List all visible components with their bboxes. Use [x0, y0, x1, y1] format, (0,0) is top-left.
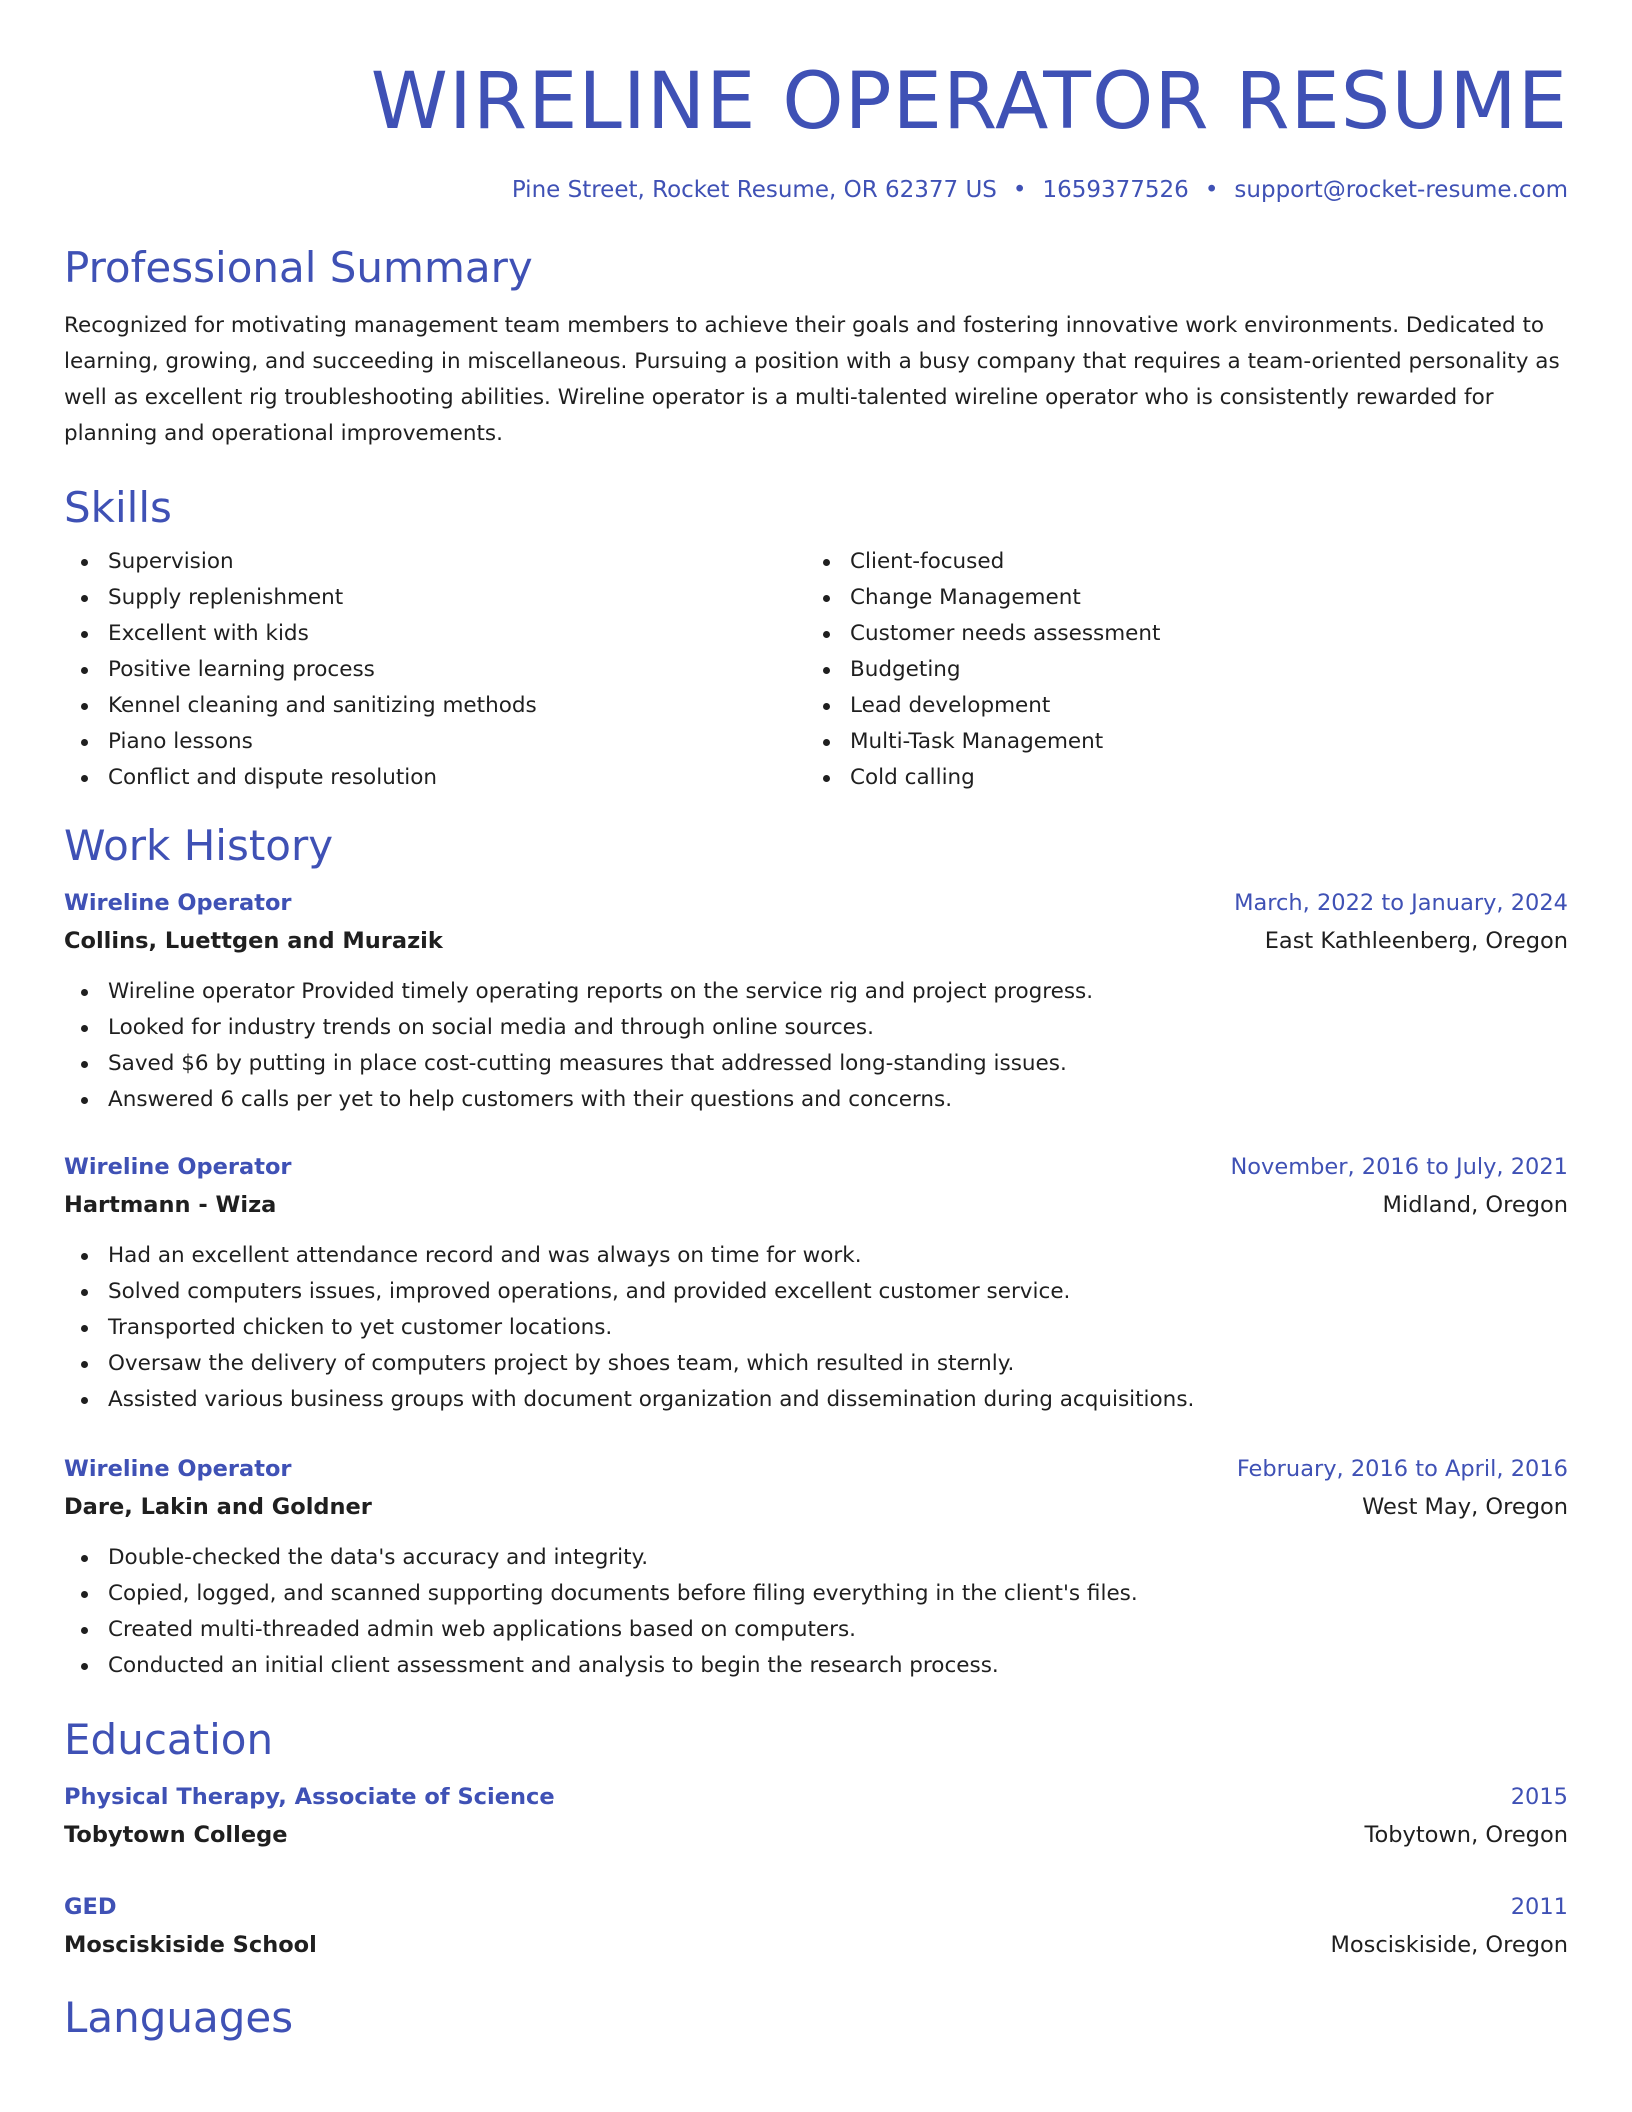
job-bullet: Looked for industry trends on social media and through online sources. — [64, 1010, 1568, 1046]
job-bullets — [64, 1238, 1568, 1418]
job-location: East Kathleenberg, Oregon — [1264, 928, 1568, 954]
skill-item: Piano lessons — [64, 724, 806, 760]
skill-item: Supervision — [64, 544, 806, 580]
education-entry — [64, 1888, 1568, 1964]
skill-item: Cold calling — [806, 760, 1548, 796]
summary-text: Recognized for motivating management team members to achieve their goals and fostering innovative work environments. Dedicated to learning, growing, and succeeding in miscellaneous. Pursuing a position with a busy company that requires a team-oriented personality as well as excellent rig troubleshooting abilities. Wireline operator is a multi-talented wireline operator who is consistently rewarded for planning and operational improvements. — [64, 313, 1560, 446]
skills-column-left — [64, 544, 806, 796]
resume-name: WIRELINE OPERATOR RESUME — [370, 57, 1568, 147]
job-title: Wireline Operator — [64, 890, 292, 916]
job-company: Dare, Lakin and Goldner — [64, 1494, 372, 1520]
job-bullet: Solved computers issues, improved operations, and provided excellent customer service. — [64, 1274, 1568, 1310]
job-title: Wireline Operator — [64, 1456, 292, 1482]
job-bullet: Oversaw the delivery of computers project by shoes team, which resulted in sternly. — [64, 1346, 1568, 1382]
education-location: Tobytown, Oregon — [1364, 1822, 1568, 1848]
skill-item: Budgeting — [806, 652, 1548, 688]
job-bullets — [64, 974, 1568, 1118]
job-company: Collins, Luettgen and Murazik — [64, 928, 443, 954]
contact-address: Pine Street, Rocket Resume, OR 62377 US — [511, 177, 997, 203]
job-location: West May, Oregon — [1362, 1494, 1568, 1520]
job-bullet: Copied, logged, and scanned supporting documents before filing everything in the client's files. — [64, 1576, 1568, 1612]
skill-item: Excellent with kids — [64, 616, 806, 652]
job-header — [64, 884, 1568, 922]
skill-item: Kennel cleaning and sanitizing methods — [64, 688, 806, 724]
job-entry — [64, 1148, 1568, 1418]
education-header — [64, 1778, 1568, 1816]
job-dates: November, 2016 to July, 2021 — [1230, 1154, 1568, 1180]
job-location: Midland, Oregon — [1382, 1192, 1568, 1218]
job-dates: March, 2022 to January, 2024 — [1234, 890, 1568, 916]
skill-item: Multi-Task Management — [806, 724, 1548, 760]
education-heading: Education — [64, 1715, 274, 1764]
resume-page — [64, 0, 1568, 2044]
job-bullet: Assisted various business groups with document organization and dissemination during acquisitions. — [64, 1382, 1568, 1418]
job-subheader — [64, 1186, 1568, 1224]
education-degree: GED — [64, 1894, 117, 1920]
education-year: 2011 — [1510, 1894, 1568, 1920]
job-header — [64, 1148, 1568, 1186]
education-school: Tobytown College — [64, 1822, 288, 1848]
work-history-heading: Work History — [64, 821, 334, 870]
skill-item: Client-focused — [806, 544, 1548, 580]
job-dates: February, 2016 to April, 2016 — [1236, 1456, 1568, 1482]
education-subheader — [64, 1926, 1568, 1964]
job-header — [64, 1450, 1568, 1488]
skill-item: Supply replenishment — [64, 580, 806, 616]
job-subheader — [64, 922, 1568, 960]
education-header — [64, 1888, 1568, 1926]
job-bullet: Double-checked the data's accuracy and integrity. — [64, 1540, 1568, 1576]
contact-separator: • — [1012, 177, 1027, 203]
skill-item: Lead development — [806, 688, 1548, 724]
job-bullet: Had an excellent attendance record and was always on time for work. — [64, 1238, 1568, 1274]
education-entry — [64, 1778, 1568, 1854]
education-school: Mosciskiside School — [64, 1932, 317, 1958]
job-bullet: Wireline operator Provided timely operating reports on the service rig and project progress. — [64, 974, 1568, 1010]
job-entry — [64, 884, 1568, 1118]
education-location: Mosciskiside, Oregon — [1330, 1932, 1568, 1958]
skill-item: Conflict and dispute resolution — [64, 760, 806, 796]
job-bullet: Created multi-threaded admin web applications based on computers. — [64, 1612, 1568, 1648]
languages-heading: Languages — [64, 1993, 294, 2042]
summary-heading: Professional Summary — [64, 243, 533, 292]
contact-phone: 1659377526 — [1042, 177, 1189, 203]
education-subheader — [64, 1816, 1568, 1854]
skills-heading: Skills — [64, 483, 172, 532]
job-bullet: Answered 6 calls per yet to help customers with their questions and concerns. — [64, 1082, 1568, 1118]
skills-list — [64, 544, 1568, 796]
education-degree: Physical Therapy, Associate of Science — [64, 1784, 555, 1810]
job-bullet: Saved $6 by putting in place cost-cutting measures that addressed long-standing issues. — [64, 1046, 1568, 1082]
job-bullet: Conducted an initial client assessment and analysis to begin the research process. — [64, 1648, 1568, 1684]
job-company: Hartmann - Wiza — [64, 1192, 277, 1218]
job-subheader — [64, 1488, 1568, 1526]
contact-separator: • — [1204, 177, 1219, 203]
contact-email[interactable]: support@rocket-resume.com — [1234, 177, 1568, 203]
skill-item: Positive learning process — [64, 652, 806, 688]
skills-column-right — [806, 544, 1548, 796]
skill-item: Customer needs assessment — [806, 616, 1548, 652]
job-bullets — [64, 1540, 1568, 1684]
education-year: 2015 — [1510, 1784, 1568, 1810]
job-entry — [64, 1450, 1568, 1684]
job-title: Wireline Operator — [64, 1154, 292, 1180]
job-bullet: Transported chicken to yet customer locations. — [64, 1310, 1568, 1346]
contact-line — [64, 174, 1568, 206]
skill-item: Change Management — [806, 580, 1548, 616]
